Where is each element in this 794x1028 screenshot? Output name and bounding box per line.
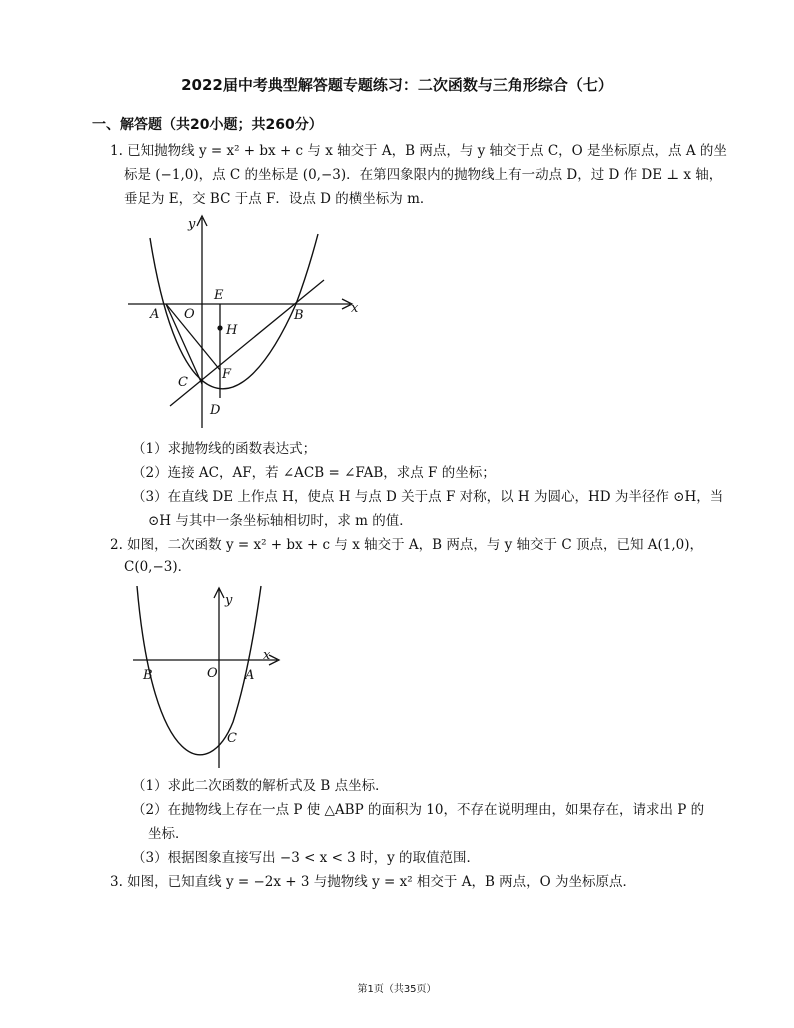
q1-sub-3a: （3）在直线 DE 上作点 H，使点 H 与点 D 关于点 F 对称，以 H 为圆心，HD 为半径作 ⊙H，当 [132, 489, 724, 505]
q1-line-2: 标是 (−1,0)，点 C 的坐标是 (0,−3)．在第四象限内的抛物线上有一动点 D，过 D 作 DE ⊥ x 轴， [124, 167, 723, 183]
q1-label-f: F [222, 367, 232, 382]
q1-point-h [217, 325, 222, 330]
q1-label-b: B [294, 308, 304, 323]
section-heading: 一、解答题（共20小题；共260分） [92, 117, 323, 133]
q2-sub-2b: 坐标． [148, 826, 189, 842]
q1-line-1: 1. 已知抛物线 y = x² + bx + c 与 x 轴交于 A，B 两点，与 y 轴交于点 C，O 是坐标原点，点 A 的坐 [110, 143, 727, 159]
q1-sub-3b: ⊙H 与其中一条坐标轴相切时，求 m 的值． [148, 513, 413, 529]
q1-sub-1: （1）求抛物线的函数表达式； [132, 441, 317, 457]
q2-line-1: 2. 如图，二次函数 y = x² + bx + c 与 x 轴交于 A，B 两点，与 y 轴交于 C 顶点，已知 A(1,0)， [110, 537, 704, 553]
q2-figure [125, 582, 295, 772]
page-footer: 第1页（共35页） [357, 984, 437, 995]
q2-sub-3: （3）根据图象直接写出 −3 < x < 3 时，y 的取值范围． [132, 850, 480, 866]
q1-label-o: O [184, 307, 195, 322]
q2-label-y: y [225, 593, 233, 608]
q1-label-c: C [178, 375, 188, 390]
q1-sub-2: （2）连接 AC，AF，若 ∠ACB = ∠FAB，求点 F 的坐标； [132, 465, 496, 481]
q2-label-a: A [245, 668, 255, 683]
q2-label-x: x [263, 648, 271, 663]
q1-label-y-axis: y [188, 217, 196, 232]
q1-line-3: 垂足为 E，交 BC 于点 F．设点 D 的横坐标为 m． [124, 191, 434, 207]
q2-sub-1: （1）求此二次函数的解析式及 B 点坐标． [132, 778, 389, 794]
q1-label-d: D [210, 403, 221, 418]
q3-line-1: 3. 如图，已知直线 y = −2x + 3 与抛物线 y = x² 相交于 A，B 两点，O 为坐标原点． [110, 874, 637, 890]
q1-line-bc [170, 280, 324, 406]
q1-parabola [150, 234, 318, 389]
q1-label-x: x [351, 301, 359, 316]
q2-line-2: C(0,−3)． [124, 559, 192, 575]
q2-label-b: B [143, 668, 153, 683]
page-title: 2022届中考典型解答题专题练习：二次函数与三角形综合（七） [181, 76, 613, 94]
q2-label-o: O [207, 666, 218, 681]
q1-figure [120, 210, 370, 430]
q2-parabola [137, 586, 261, 755]
q1-label-e: E [214, 288, 224, 303]
q1-label-a: A [150, 307, 160, 322]
q2-label-c: C [227, 731, 237, 746]
q2-sub-2a: （2）在抛物线上存在一点 P 使 △ABP 的面积为 10，不存在说明理由，如果存在，请求出 P 的 [132, 802, 705, 818]
q1-label-h: H [226, 323, 238, 338]
